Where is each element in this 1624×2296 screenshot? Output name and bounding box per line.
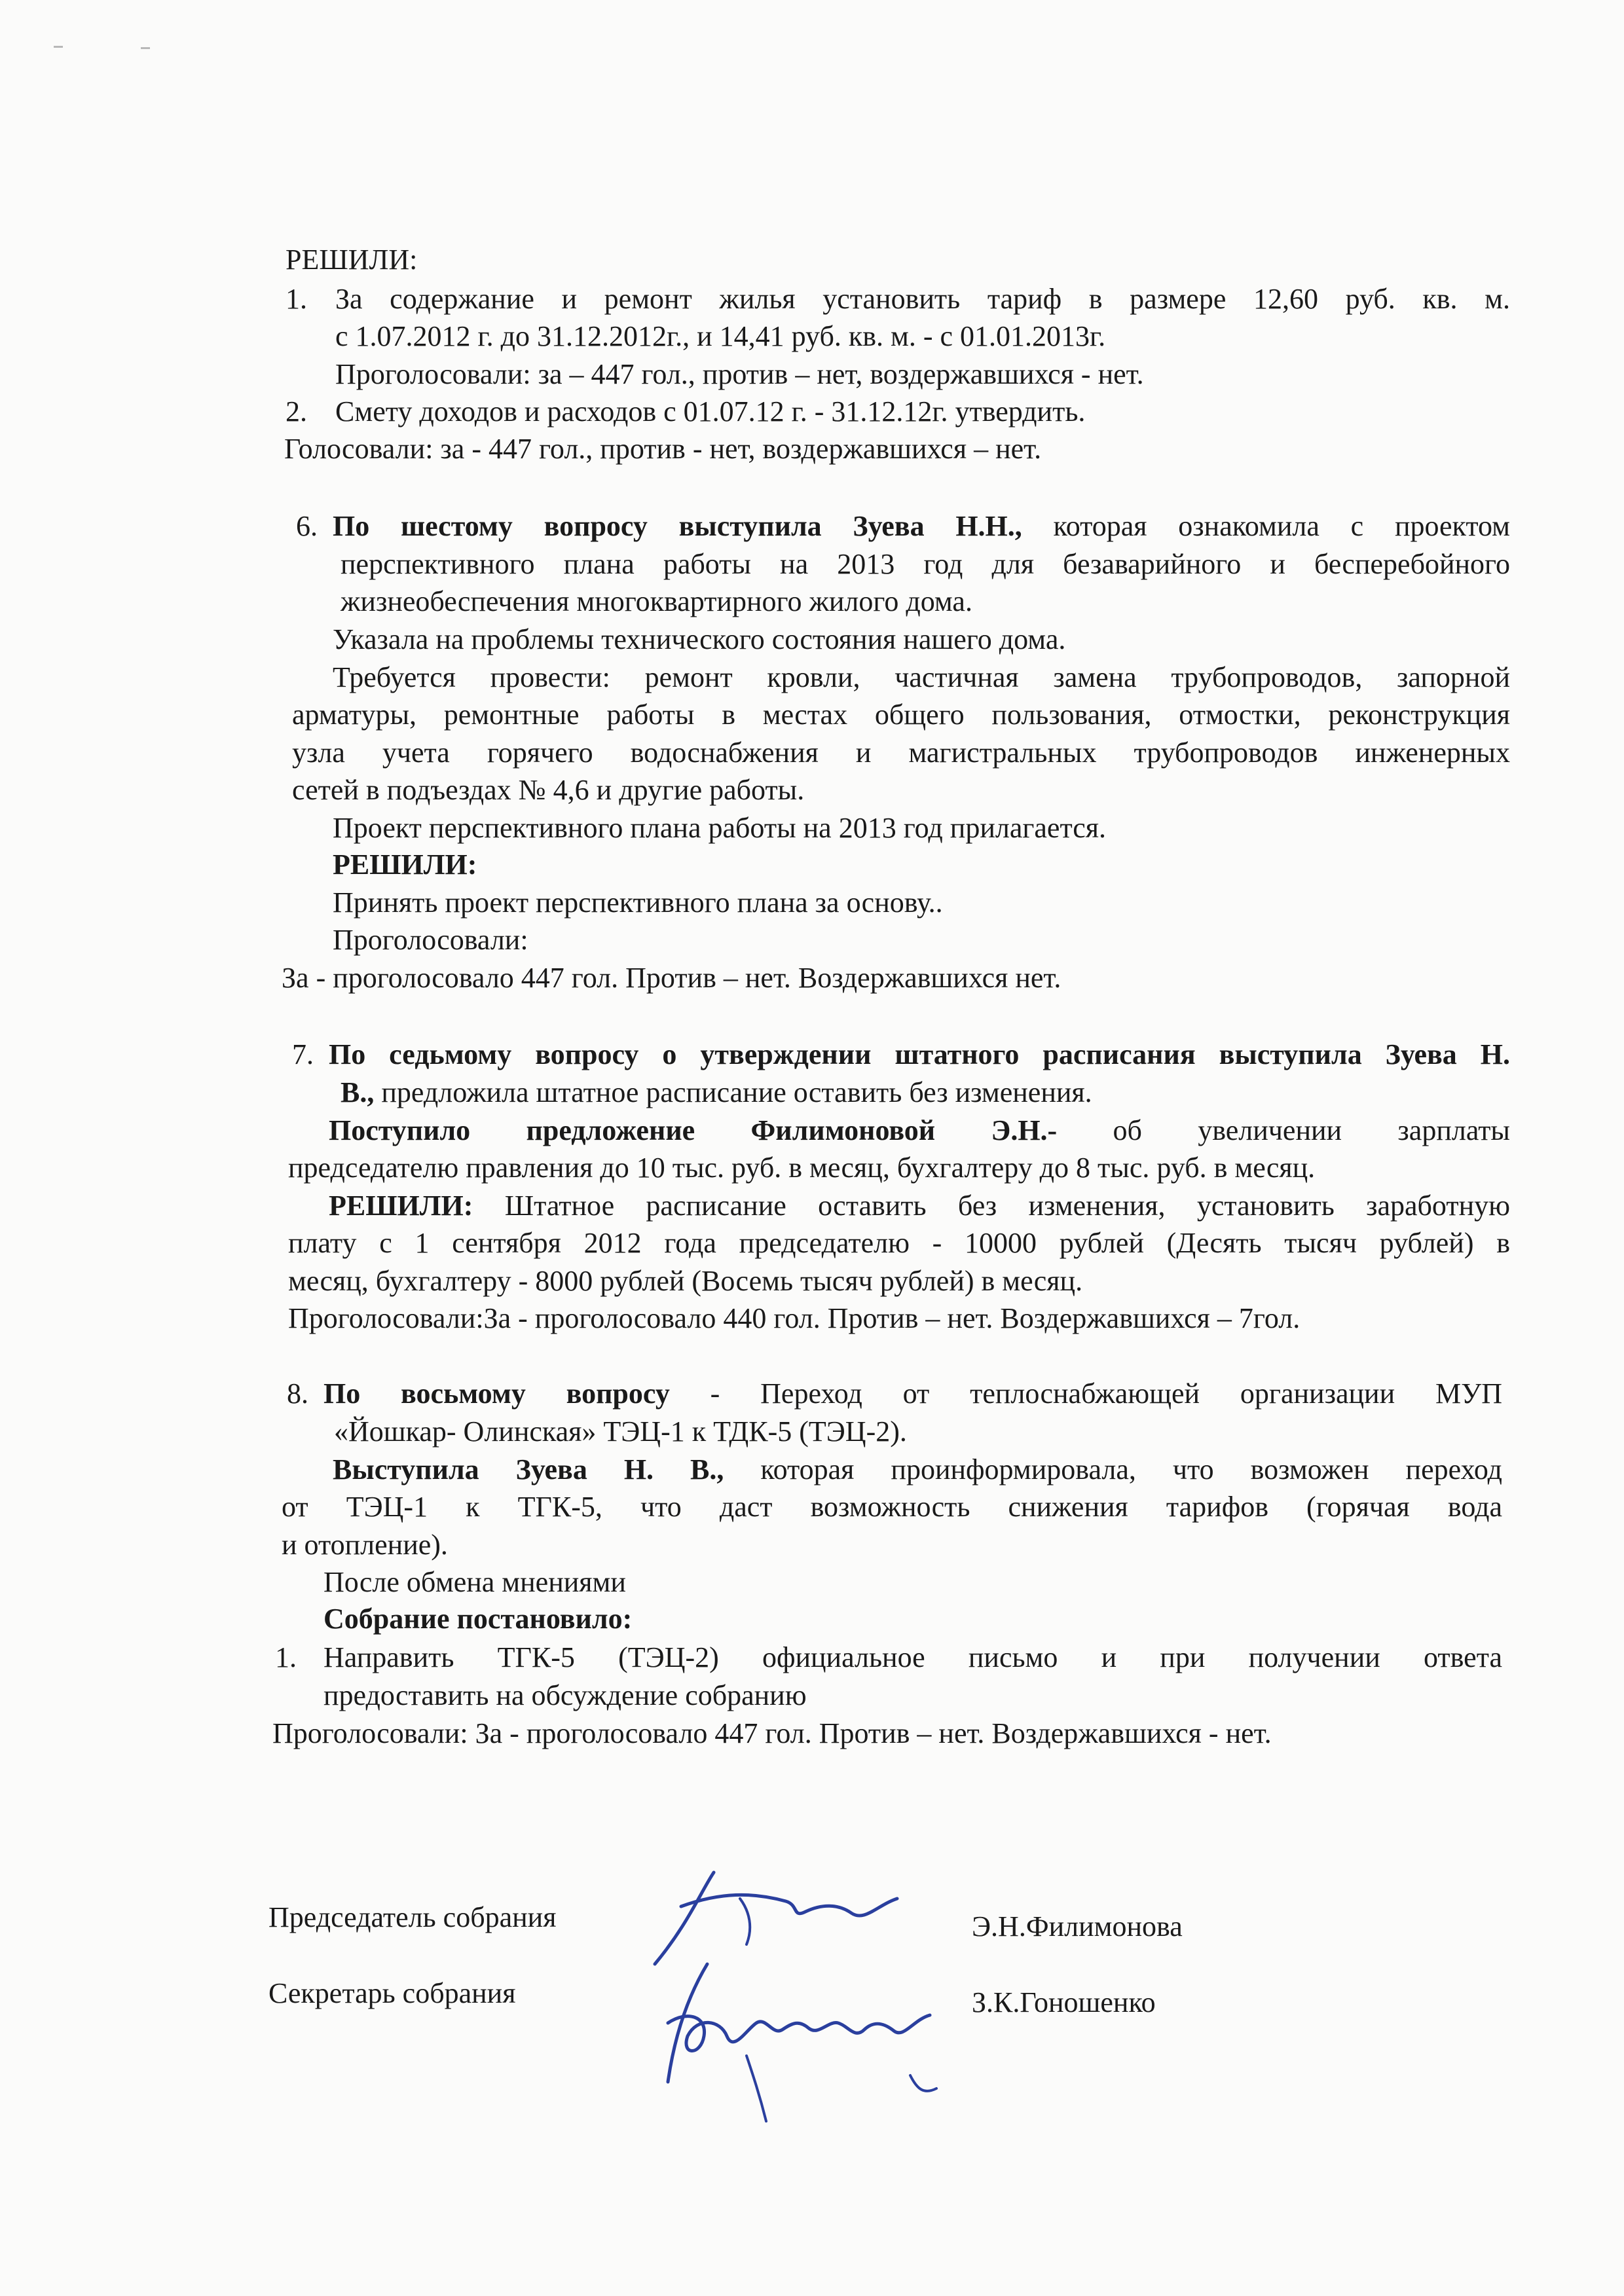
item-number: 2. bbox=[286, 395, 307, 428]
decided-bold: РЕШИЛИ: bbox=[329, 1190, 473, 1222]
attached-paragraph: Проект перспективного плана работы на 2013 год прилагается. bbox=[333, 812, 1106, 844]
speaker-bold: По шестому вопросу выступила Зуева Н.Н., bbox=[333, 510, 1022, 542]
vote-result: Проголосовали: За - проголосовало 447 гол. Против – нет. Воздержавшихся - нет. bbox=[272, 1717, 1272, 1749]
question-number: 8. bbox=[287, 1377, 308, 1410]
vote-result: Проголосовали:За - проголосовало 440 гол. Против – нет. Воздержавшихся – 7гол. bbox=[288, 1302, 1301, 1334]
works-line-4: сетей в подъездах № 4,6 и другие работы. bbox=[292, 774, 805, 806]
chair-signature bbox=[642, 1866, 917, 1971]
speaker-line-2: от ТЭЦ-1 к ТГК-5, что даст возможность снижения тарифов (горячая вода bbox=[282, 1491, 1502, 1523]
works-line-3: узла учета горячего водоснабжения и магистральных трубопроводов инженерных bbox=[292, 737, 1510, 769]
proposal-bold: Поступило предложение Филимоновой Э.Н.- bbox=[329, 1114, 1058, 1146]
decision-line-1 bbox=[329, 1187, 1510, 1225]
speaker-line-1 bbox=[333, 1451, 1502, 1489]
proposal-line-2: председателю правления до 10 тыс. руб. в месяц, бухгалтеру до 8 тыс. руб. в месяц. bbox=[288, 1152, 1316, 1184]
secretary-signature bbox=[648, 1958, 989, 2128]
decision-line-2: плату с 1 сентября 2012 года председателю - 10000 рублей (Десять тысяч рублей) в bbox=[288, 1227, 1510, 1259]
title-text: - Переход от теплоснабжающей организации МУП bbox=[710, 1377, 1502, 1410]
item-number: 1. bbox=[286, 283, 307, 315]
secretary-name: З.К.Гоношенко bbox=[972, 1986, 1156, 2018]
tariff-vote: Проголосовали: за – 447 гол., против – нет, воздержавшихся - нет. bbox=[335, 358, 1144, 390]
works-line-1: Требуется провести: ремонт кровли, частичная замена трубопроводов, запорной bbox=[333, 661, 1510, 693]
decision-text: Принять проект перспективного плана за основу.. bbox=[333, 886, 943, 919]
tariff-line-2: с 1.07.2012 г. до 31.12.2012г., и 14,41 руб. кв. м. - с 01.01.2013г. bbox=[335, 320, 1106, 352]
after-discussion: После обмена мнениями bbox=[323, 1566, 626, 1598]
question-7-title: По седьмому вопросу о утверждении штатного расписания выступила Зуева Н. bbox=[329, 1038, 1510, 1070]
question-7-line-2 bbox=[341, 1074, 1092, 1112]
question-number: 7. bbox=[292, 1038, 314, 1070]
vote-result: За - проголосовало 447 гол. Против – нет. Воздержавшихся нет. bbox=[282, 962, 1061, 994]
budget-line: Смету доходов и расходов с 01.07.12 г. - 31.12.12г. утвердить. bbox=[335, 395, 1086, 428]
speaker-initial: В., bbox=[341, 1076, 375, 1108]
title-bold: По восьмому вопросу bbox=[323, 1377, 670, 1410]
speaker-text: предложила штатное расписание оставить без изменения. bbox=[381, 1076, 1092, 1108]
question-6-line-2: перспективного плана работы на 2013 год для безаварийного и бесперебойного bbox=[341, 548, 1510, 580]
resolution-line-1: Направить ТГК-5 (ТЭЦ-2) официальное письмо и при получении ответа bbox=[323, 1641, 1502, 1673]
scan-speck bbox=[54, 46, 63, 48]
speaker-text: которая ознакомила с проектом bbox=[1053, 510, 1511, 542]
decided-heading: РЕШИЛИ: bbox=[286, 244, 418, 276]
decided-heading: РЕШИЛИ: bbox=[333, 848, 477, 881]
problems-paragraph: Указала на проблемы технического состояния нашего дома. bbox=[333, 623, 1066, 655]
item-number: 1. bbox=[275, 1641, 297, 1673]
decided-text: Штатное расписание оставить без изменения, установить заработную bbox=[504, 1190, 1511, 1222]
voted-label: Проголосовали: bbox=[333, 924, 528, 956]
resolution-line-2: предоставить на обсуждение собранию bbox=[323, 1679, 807, 1711]
resolved-heading: Собрание постановило: bbox=[323, 1603, 633, 1635]
question-8-line-2: «Йошкар- Олинская» ТЭЦ-1 к ТДК-5 (ТЭЦ-2). bbox=[334, 1415, 907, 1448]
speaker-line-3: и отопление). bbox=[282, 1529, 448, 1561]
question-6-line-1 bbox=[333, 507, 1510, 545]
chair-name: Э.Н.Филимонова bbox=[972, 1910, 1183, 1942]
chair-label: Председатель собрания bbox=[268, 1901, 557, 1933]
tariff-line-1: За содержание и ремонт жилья установить тариф в размере 12,60 руб. кв. м. bbox=[335, 283, 1510, 315]
secretary-label: Секретарь собрания bbox=[268, 1977, 516, 2009]
speaker-text: которая проинформировала, что возможен переход bbox=[760, 1453, 1503, 1485]
proposal-line-1 bbox=[329, 1112, 1510, 1150]
decision-line-3: месяц, бухгалтеру - 8000 рублей (Восемь тысяч рублей) в месяц. bbox=[288, 1265, 1083, 1297]
question-number: 6. bbox=[296, 510, 318, 542]
scan-speck bbox=[141, 47, 150, 49]
question-6-line-3: жизнеобеспечения многоквартирного жилого дома. bbox=[341, 585, 972, 617]
question-8-line-1 bbox=[323, 1375, 1502, 1413]
speaker-bold: Выступила Зуева Н. В., bbox=[333, 1453, 724, 1485]
budget-vote: Голосовали: за - 447 гол., против - нет, воздержавшихся – нет. bbox=[284, 433, 1042, 465]
proposal-text: об увеличении зарплаты bbox=[1113, 1114, 1510, 1146]
works-line-2: арматуры, ремонтные работы в местах общего пользования, отмостки, реконструкция bbox=[292, 699, 1510, 731]
